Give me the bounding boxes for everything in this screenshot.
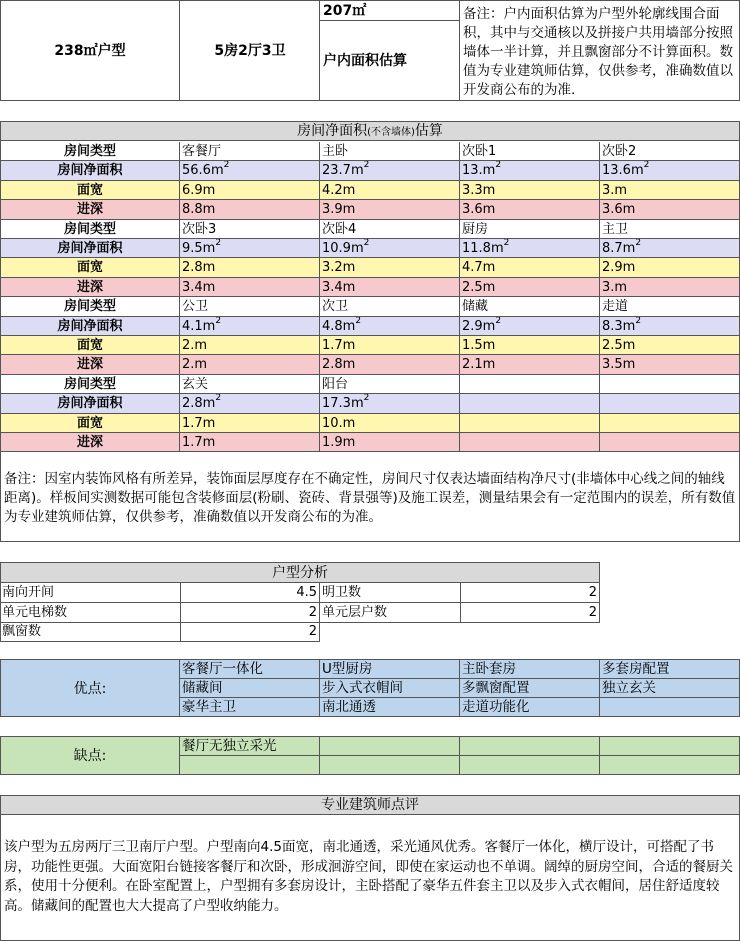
room-name: 厨房 (460, 220, 600, 239)
cons-item (320, 756, 460, 775)
analysis-value: 4.5 (180, 583, 320, 603)
room-name: 次卧1 (460, 142, 600, 161)
room-area: $13.m^2$ (460, 161, 600, 180)
pros-item: U型厨房 (320, 660, 460, 679)
analysis-label: 飘窗数 (2, 624, 42, 639)
rooms-note: 备注：因室内装饰风格有所差异，装饰面层厚度存在不确定性，房间尺寸仅表达墙面结构净尺寸(非墙体中心线之间的轴线距离)。样板间实测数据可能包含装修面层(粉刷、瓷砖、背景强等)及施工误差，测量结果会有一定范围内的误差，所有数值为专业建筑师估算，仅供参考，准确数值以开发商公布的为准。 (4, 471, 736, 525)
rooms-row-label: 房间净面积 (1, 161, 180, 180)
room-depth: 3.4m (180, 278, 320, 297)
room-width: 1.5m (460, 336, 600, 355)
room-width: 6.9m (180, 181, 320, 200)
room-depth: 2.m (180, 355, 320, 374)
room-width (600, 414, 740, 433)
analysis-value: 2 (460, 583, 600, 603)
analysis-value: 2 (460, 603, 600, 623)
pros-item: 储藏间 (180, 679, 320, 698)
room-width: 3.2m (320, 258, 460, 277)
cons-item: 餐厅无独立采光 (180, 737, 320, 756)
rooms-row-label: 房间类型 (1, 297, 180, 316)
pros-item: 独立玄关 (600, 679, 740, 698)
room-depth: 3.5m (602, 357, 636, 373)
room-name: 主卧 (320, 142, 460, 161)
room-area: $4.1m^2$ (180, 317, 320, 336)
room-name (600, 375, 740, 394)
room-depth: 3.6m (602, 202, 636, 218)
pros-label: 优点: (73, 681, 107, 697)
room-depth: 2.1m (460, 355, 600, 374)
room-area: $8.3m^2$ (602, 316, 642, 334)
room-depth: 3.m (602, 279, 628, 295)
header-note: 备注：户内面积估算为户型外轮廓线围合面积，其中与交通核以及拼接户共用墙部分按照墙体一半计算，并且飘窗部分不计算面积。数值为专业建筑师估算，仅供参考，准确数值以开发商公布的为准. (463, 6, 733, 98)
rooms-row-label: 面宽 (1, 336, 180, 355)
cons-item (460, 756, 600, 775)
room-width: 2.9m (602, 260, 636, 276)
room-depth: 2.5m (460, 278, 600, 297)
room-area: $56.6m^2$ (180, 161, 320, 180)
cons-item (600, 756, 740, 775)
room-name (460, 375, 600, 394)
room-name: 储藏 (460, 297, 600, 316)
room-area: $9.5m^2$ (180, 239, 320, 258)
room-depth: 3.6m (460, 200, 600, 219)
analysis-value: 2 (180, 622, 320, 642)
room-name: 主卫 (602, 221, 629, 237)
room-area: $2.8m^2$ (180, 394, 320, 413)
rooms-row-label: 房间类型 (1, 220, 180, 239)
analysis-label: 单元电梯数 (2, 605, 68, 620)
room-area (460, 394, 600, 413)
room-width (460, 414, 600, 433)
rooms-row-label: 房间类型 (1, 142, 180, 161)
room-area: $13.6m^2$ (602, 161, 650, 179)
room-width: 2.m (180, 336, 320, 355)
cons-item (180, 756, 320, 775)
room-width: 4.2m (320, 181, 460, 200)
pros-item: 多套房配置 (600, 660, 740, 679)
cons-item (320, 737, 460, 756)
room-name: 次卧3 (180, 220, 320, 239)
room-width: 2.5m (602, 338, 636, 353)
rooms-row-label: 面宽 (1, 258, 180, 277)
room-width: 3.m (602, 182, 628, 198)
cons-label: 缺点: (73, 748, 107, 764)
pros-item: 南北通透 (320, 698, 460, 717)
review-text: 该户型为五房两厅三卫南厅户型。户型南向4.5面宽，南北通透，采光通风优秀。客餐厅一体化，横厅设计，可搭配了书房，功能性更强。大面宽阳台链接客餐厅和次卧，形成洄游空间，即使在家运动也不单调。阔绰的厨房空间，合适的餐厨关系，使用十分便利。在卧室配置上，户型拥有多套房设计，主卧搭配了豪华五件套主卫以及步入式衣帽间，居住舒适度较高。储藏间的配置也大大提高了户型收纳能力。 (4, 839, 733, 914)
room-area: $8.7m^2$ (602, 239, 642, 256)
rooms-title: 房间净面积(不含墙体)估算 (297, 123, 443, 139)
area-value: 207㎡ (323, 3, 367, 19)
cons-item (600, 737, 740, 756)
room-depth: 1.7m (180, 433, 320, 452)
rooms-row-label: 房间类型 (1, 375, 180, 394)
room-depth: 8.8m (180, 200, 320, 219)
room-area: $17.3m^2$ (320, 394, 460, 413)
rooms-row-label: 房间净面积 (1, 394, 180, 413)
room-area: $11.8m^2$ (460, 239, 600, 258)
pros-item: 客餐厅一体化 (180, 660, 320, 679)
room-width: 10.m (320, 414, 460, 433)
pros-item (600, 698, 740, 717)
room-depth: 1.9m (320, 433, 460, 452)
room-width: 4.7m (460, 258, 600, 277)
room-area (600, 394, 740, 413)
room-name: 玄关 (180, 375, 320, 394)
room-area: $10.9m^2$ (320, 239, 460, 258)
pros-item: 豪华主卫 (180, 698, 320, 717)
rooms-row-label: 进深 (1, 278, 180, 297)
rooms-row-label: 进深 (1, 200, 180, 219)
pros-item: 多飘窗配置 (460, 679, 600, 698)
analysis-title: 户型分析 (272, 565, 328, 581)
analysis-value: 2 (180, 603, 320, 623)
room-name: 次卫 (320, 297, 460, 316)
pros-item: 步入式衣帽间 (320, 679, 460, 698)
pros-item: 主卧套房 (460, 660, 600, 679)
room-width: 2.8m (180, 258, 320, 277)
room-name: 次卧4 (320, 220, 460, 239)
room-name: 走道 (602, 299, 629, 315)
room-name: 次卧2 (602, 144, 637, 159)
rooms-row-label: 进深 (1, 433, 180, 452)
room-width: 1.7m (180, 414, 320, 433)
unit-type: 238㎡户型 (54, 43, 126, 59)
rooms-note-box (0, 449, 740, 542)
analysis-label: 单元层户数 (322, 605, 388, 620)
room-name: 客餐厅 (180, 142, 320, 161)
room-width: 1.7m (320, 336, 460, 355)
rooms-row-label: 房间净面积 (1, 239, 180, 258)
rooms-row-label: 进深 (1, 355, 180, 374)
rooms-row-label: 面宽 (1, 414, 180, 433)
analysis-label: 南向开间 (2, 585, 55, 600)
unit-layout: 5房2厅3卫 (214, 43, 286, 59)
room-depth: 2.8m (320, 355, 460, 374)
room-area: $23.7m^2$ (320, 161, 460, 180)
review-title: 专业建筑师点评 (321, 797, 419, 813)
cons-item (460, 737, 600, 756)
area-label: 户内面积估算 (323, 53, 407, 69)
rooms-row-label: 房间净面积 (1, 317, 180, 336)
room-depth: 3.4m (320, 278, 460, 297)
pros-item: 走道功能化 (460, 698, 600, 717)
room-name: 阳台 (320, 375, 460, 394)
rooms-row-label: 面宽 (1, 181, 180, 200)
room-width: 3.3m (460, 181, 600, 200)
room-area: $4.8m^2$ (320, 317, 460, 336)
room-area: $2.9m^2$ (460, 317, 600, 336)
room-name: 公卫 (180, 297, 320, 316)
room-depth: 3.9m (320, 200, 460, 219)
analysis-label: 明卫数 (322, 585, 362, 600)
